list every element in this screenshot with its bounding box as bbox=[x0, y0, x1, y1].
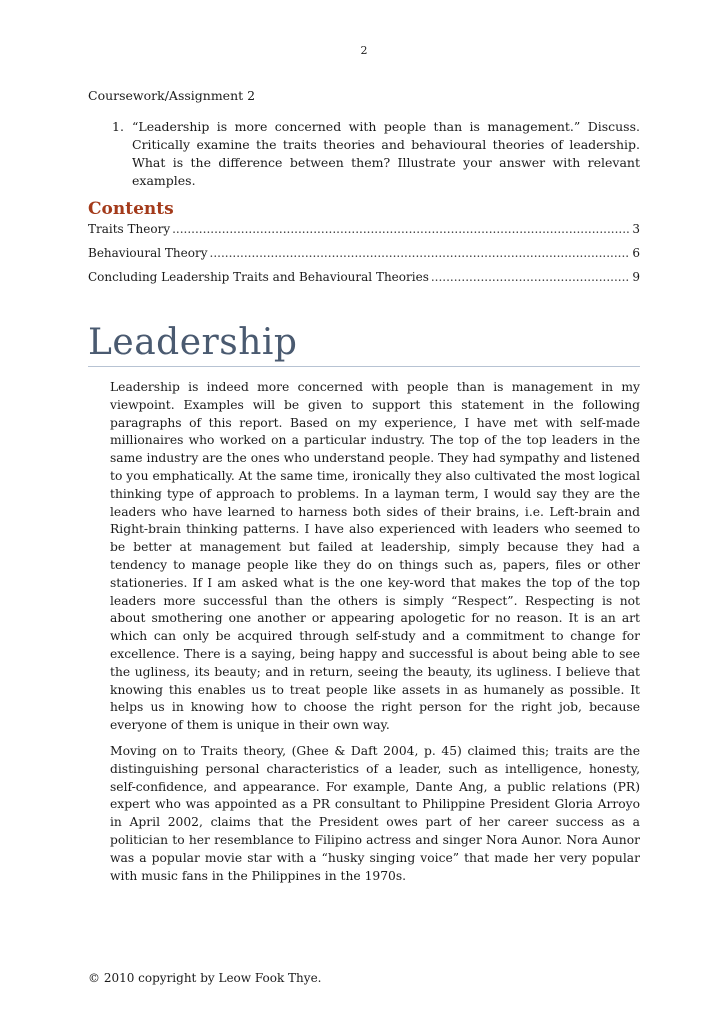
toc-entry-title: Concluding Leadership Traits and Behavioural Theories bbox=[88, 270, 429, 284]
footer-copyright: © 2010 copyright by Leow Fook Thye. bbox=[88, 971, 322, 985]
toc-entry-page: 6 bbox=[632, 246, 640, 260]
paragraph: Leadership is indeed more concerned with people than is management in my viewpoint. Examples will be given to support this statement in the following paragraphs of this report. Based on my experience, I have met with self-made millionaires who worked on a particular industry. The top of the top leaders in the same industry are the ones who understand people. They had sympathy and listened to you emphatically. At the same time, ironically they also cultivated the most logical thinking type of approach to problems. In a layman term, I would say they are the leaders who have learned to harness both sides of their brains, i.e. Left-brain and Right-brain thinking patterns. I have also experienced with leaders who seemed to be better at management but failed at leadership, simply because they had a tendency to manage people like they do on things such as, papers, files or other stationeries. If I am asked what is the one key-word that makes the top of the top leaders more successful than the others is simply “Respect”. Respecting is not about smothering one another or appearing apologetic for no reason. It is an art which can only be acquired through self-study and a commitment to change for excellence. There is a saying, being happy and successful is about being able to see the ugliness, its beauty; and in return, seeing the beauty, its ugliness. I believe that knowing this enables us to treat people like assets in as humanely as possible. It helps us in knowing how to choose the right person for the right job, because everyone of them is unique in their own way. bbox=[110, 380, 640, 733]
question-item bbox=[112, 118, 640, 190]
paragraph: Moving on to Traits theory, (Ghee & Daft 2004, p. 45) claimed this; traits are the distinguishing personal characteristics of a leader, such as intelligence, honesty, self-confidence, and appearance. For example, Dante Ang, a public relations (PR) expert who was appointed as a PR consultant to Philippine President Gloria Arroyo in April 2002, claims that the President owes part of her career success as a politician to her resemblance to Filipino actress and singer Nora Aunor. Nora Aunor was a popular movie star with a “husky singing voice” that made her very popular with music fans in the Philippines in the 1970s. bbox=[110, 743, 640, 883]
toc-entry-traits-theory[interactable] bbox=[88, 222, 640, 246]
toc-leader-dots bbox=[172, 222, 630, 236]
section-body bbox=[110, 379, 640, 893]
assignment-header: Coursework/Assignment 2 bbox=[88, 88, 256, 103]
section-title: Leadership bbox=[88, 322, 298, 363]
toc-leader-dots bbox=[210, 246, 631, 260]
question-number: 1. bbox=[112, 119, 124, 134]
toc-entry-concluding[interactable] bbox=[88, 270, 640, 294]
table-of-contents bbox=[88, 222, 640, 294]
toc-entry-title: Behavioural Theory bbox=[88, 246, 208, 260]
section-divider bbox=[88, 366, 640, 367]
page-number: 2 bbox=[360, 44, 368, 57]
toc-entry-page: 9 bbox=[632, 270, 640, 284]
question-text: “Leadership is more concerned with people than is management.” Discuss. Critically examine the traits theories and behavioural theories of leadership. What is the difference between them? Illustrate your answer with relevant examples. bbox=[132, 119, 640, 188]
toc-entry-page: 3 bbox=[632, 222, 640, 236]
contents-heading: Contents bbox=[88, 199, 174, 219]
toc-leader-dots bbox=[431, 270, 631, 284]
toc-entry-title: Traits Theory bbox=[88, 222, 171, 236]
toc-entry-behavioural-theory[interactable] bbox=[88, 246, 640, 270]
